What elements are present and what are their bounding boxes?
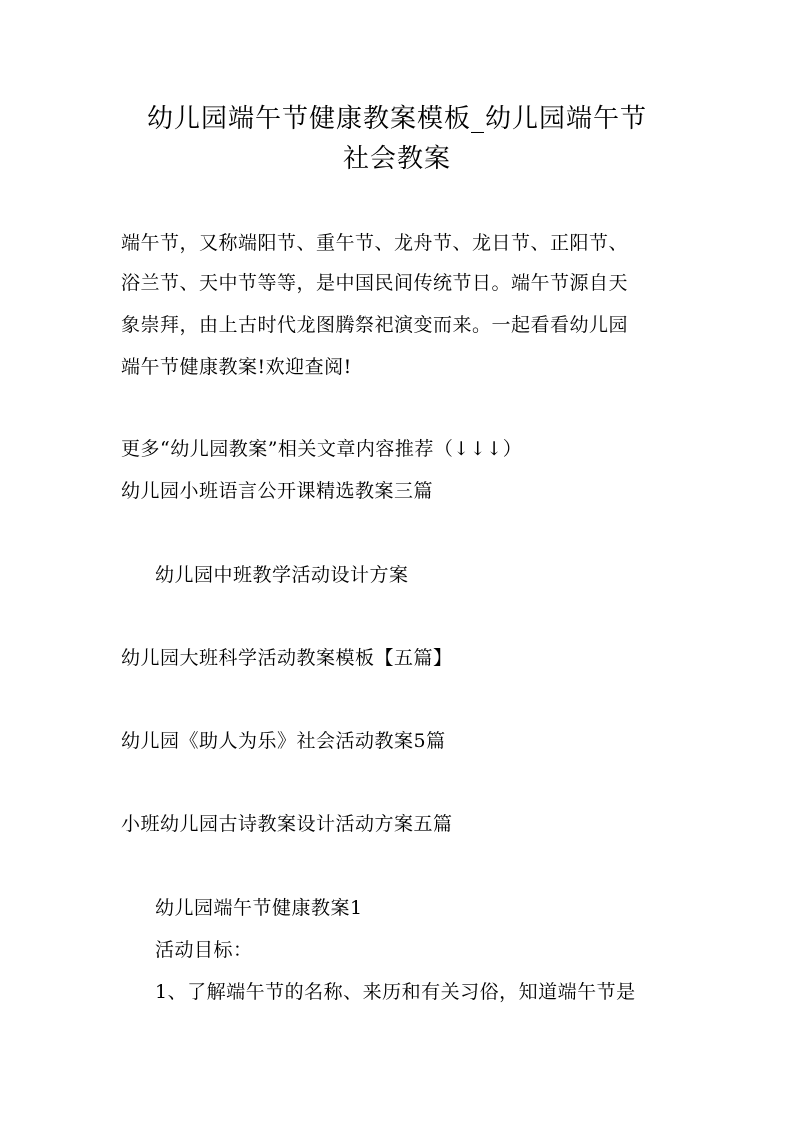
intro-paragraph-line-4: 端午节健康教案!欢迎查阅! xyxy=(121,356,352,378)
intro-paragraph-line-1: 端午节，又称端阳节、重午节、龙舟节、龙日节、正阳节、 xyxy=(121,232,629,254)
body-text-line: 1、了解端午节的名称、来历和有关习俗，知道端午节是 xyxy=(155,981,636,1003)
document-title-line-2: 社会教案 xyxy=(342,144,451,174)
section-title: 幼儿园端午节健康教案1 xyxy=(155,897,363,919)
recommended-article-link[interactable]: 幼儿园中班教学活动设计方案 xyxy=(155,564,409,586)
intro-paragraph-line-3: 象崇拜，由上古时代龙图腾祭祀演变而来。一起看看幼儿园 xyxy=(121,314,629,336)
recommended-article-link[interactable]: 幼儿园大班科学活动教案模板【五篇】 xyxy=(121,647,453,669)
recommended-article-link[interactable]: 小班幼儿园古诗教案设计活动方案五篇 xyxy=(121,813,453,835)
intro-paragraph-line-2: 浴兰节、天中节等等，是中国民间传统节日。端午节源自天 xyxy=(121,272,629,294)
recommended-article-link[interactable]: 幼儿园小班语言公开课精选教案三篇 xyxy=(121,480,434,502)
recommend-header: 更多“幼儿园教案”相关文章内容推荐（↓↓↓） xyxy=(121,438,523,460)
document-title-line-1: 幼儿园端午节健康教案模板_幼儿园端午节 xyxy=(146,104,647,134)
subsection-title: 活动目标： xyxy=(155,939,253,961)
recommended-article-link[interactable]: 幼儿园《助人为乐》社会活动教案5篇 xyxy=(121,730,446,752)
